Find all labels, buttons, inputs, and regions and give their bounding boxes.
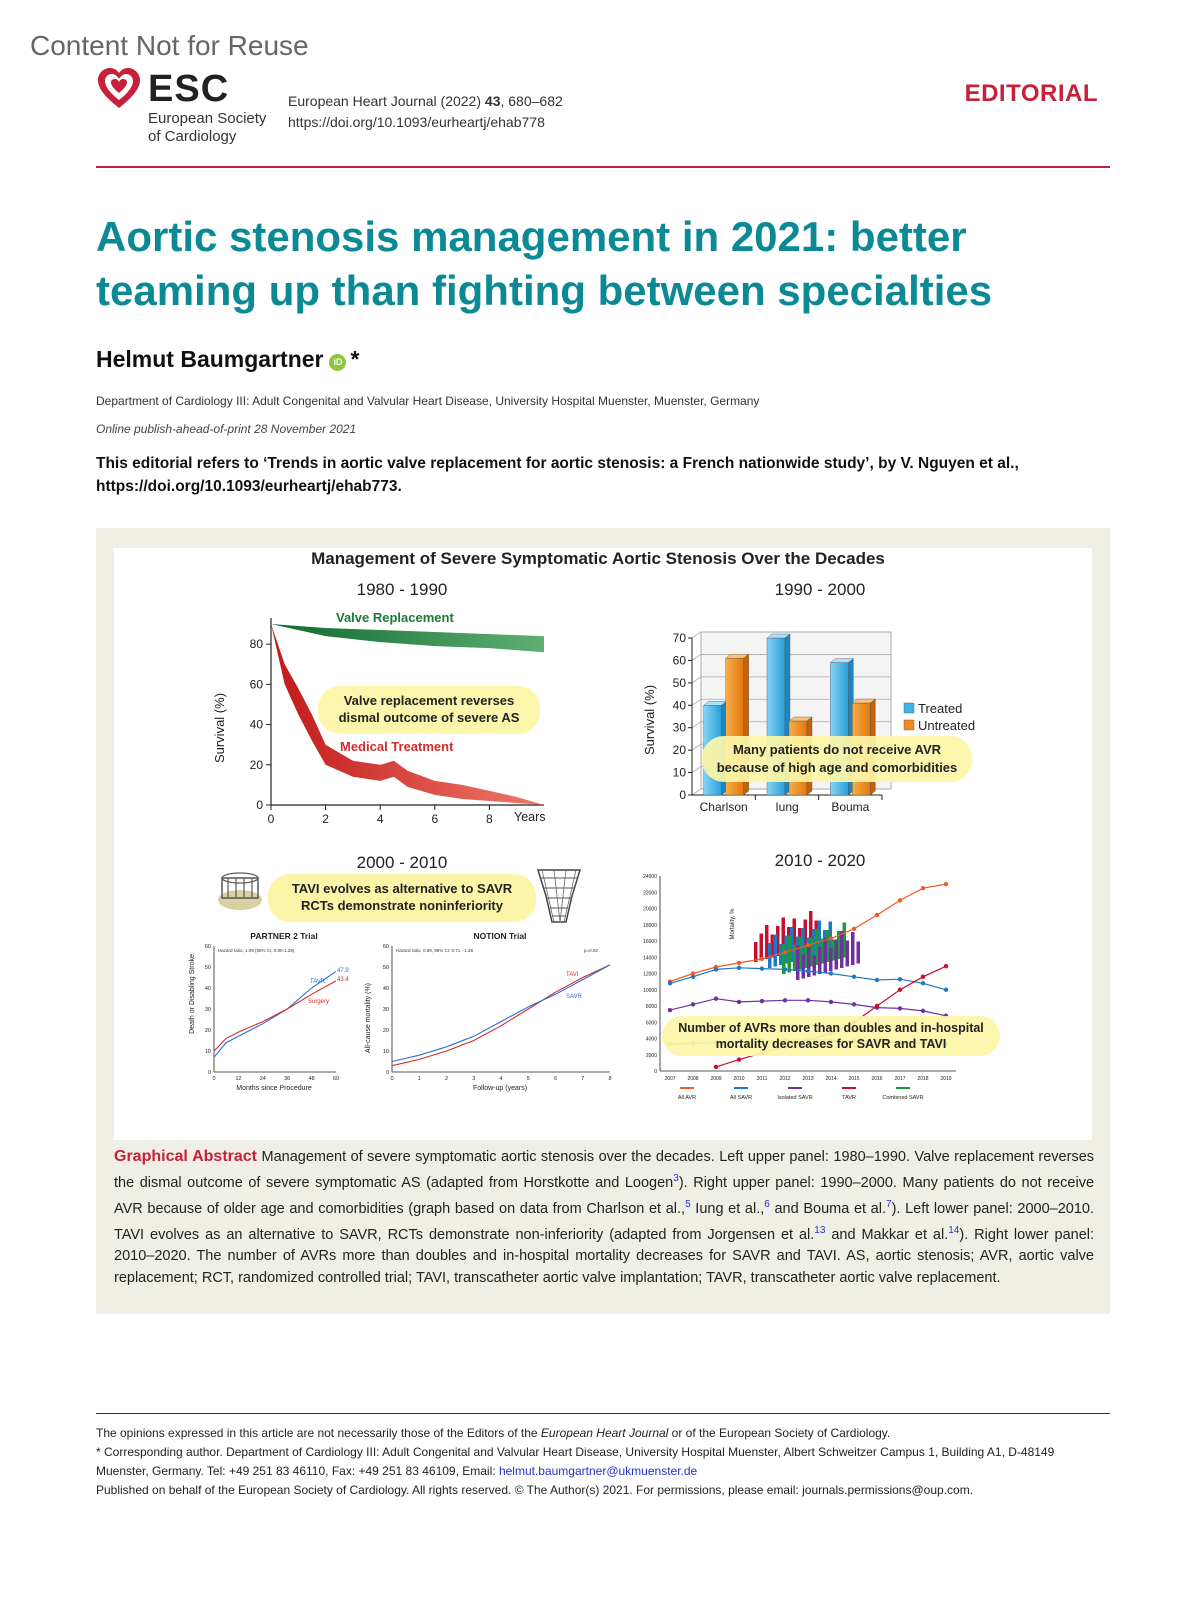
reference-link[interactable]: 14 (948, 1224, 960, 1236)
p2-y-tick-label: 10 (672, 765, 686, 780)
p1-callout-line1: Valve replacement reverses (343, 693, 515, 708)
p4-mortality-inset (730, 908, 860, 980)
p4-point-isolated-savr (806, 998, 810, 1002)
article-type-label: EDITORIAL (964, 80, 1098, 107)
p4-y-tick-label: 20000 (643, 906, 657, 913)
watermark-text: Content Not for Reuse (30, 30, 309, 61)
p4-y-tick-label: 16000 (643, 939, 657, 945)
p4-inset-bar (829, 948, 833, 971)
p3-right-p-value: p=0.93 (584, 948, 598, 953)
p3-left-hazard-ratio: Hazard ratio, 1.09 (95% CI, 0.90-1.29) (218, 948, 295, 953)
p3-left-y-label: Death or Disabling Stroke (189, 954, 196, 1034)
journal-citation (288, 93, 563, 109)
p4-y-tick-label: 18000 (643, 922, 657, 929)
figure-title: Management of Severe Symptomatic Aortic Stenosis Over the Decades (311, 549, 885, 568)
p4-point-all-avr (944, 882, 948, 886)
p4-point-all-savr (829, 971, 833, 975)
p4-y-tick-label: 22000 (643, 890, 657, 897)
p4-inset-bar (768, 943, 772, 968)
p2-y-tick-label: 40 (672, 698, 686, 713)
p4-inset-bar (754, 942, 758, 962)
p1-y-tick-label: 60 (249, 677, 263, 692)
reference-link[interactable]: 13 (814, 1224, 826, 1236)
journal-pages: , 680–682 (500, 93, 563, 109)
p4-legend-label: TAVR (842, 1095, 856, 1101)
p4-y-tick-label: 24000 (643, 874, 657, 880)
p4-legend-label: Isolated SAVR (777, 1095, 813, 1101)
p3-left-x-tick-label: 36 (284, 1076, 291, 1082)
p1-medical-treatment-label: Medical Treatment (340, 739, 454, 754)
reference-link[interactable]: 5 (685, 1198, 691, 1210)
caption-text-4: and Bouma et al. (769, 1200, 887, 1217)
orcid-icon[interactable]: iD (329, 354, 346, 371)
p1-y-axis-label: Survival (%) (212, 692, 227, 764)
p2-callout-line1: Many patients do not receive AVR (732, 742, 942, 757)
p1-x-tick-label: 4 (376, 812, 384, 826)
p4-point-tavr (875, 1004, 879, 1008)
p3-right-y-label: All-cause mortality (%) (365, 982, 372, 1054)
p2-legend-label: Treated (918, 701, 963, 716)
p4-point-tavr (714, 1065, 718, 1069)
p2-y-tick-label: 20 (672, 743, 686, 758)
graphical-abstract-figure (114, 548, 1092, 1140)
p4-point-all-avr (852, 927, 856, 931)
p4-point-all-savr (898, 977, 902, 981)
p1-y-tick-label: 0 (256, 798, 263, 812)
p4-inset-bar (851, 932, 855, 965)
p3-callout-line1: TAVI evolves as alternative to SAVR (291, 881, 513, 896)
p2-legend-swatch (904, 703, 914, 713)
p4-point-all-avr (806, 943, 810, 947)
caption-text-7: ). Right lower panel: 2010–2020. The number of AVRs more than doubles and in-hospital mortality decreases for SAVR and TAVI. AS, aortic stenosis; AVR, aortic valve replacement; RCT, randomized controlled trial; TAVI, transcatheter aortic valve implantation; TAVR, transcatheter aortic valve replacement. (114, 1226, 1095, 1287)
p3-left-y-tick-label: 40 (204, 986, 211, 992)
p1-x-tick-label: 2 (322, 812, 329, 826)
p1-x-tick-label: 8 (486, 812, 493, 826)
p4-inset-bar (788, 936, 792, 973)
p3-left-x-tick-label: 24 (259, 1076, 266, 1082)
p4-legend-label: Combined SAVR (882, 1095, 924, 1101)
panel3-title: 2000 - 2010 (356, 853, 448, 872)
caption-text-2: ). Right upper panel: 1990–2000. Many patients do not receive AVR because of older age and comorbidities (graph based on data from Charlson et al., (114, 1174, 1095, 1217)
p4-point-isolated-savr (852, 1002, 856, 1006)
caption-text-5: ). Left lower panel: 2000–2010. TAVI evolves as an alternative to SAVR, RCTs demonstrate non-inferiority (adapted from Jorgensen et al. (114, 1200, 1094, 1243)
p4-point-all-savr (760, 966, 764, 970)
p4-inset-bar (818, 947, 822, 974)
p3-right-title: NOTION Trial (473, 931, 527, 941)
p3-right-y-tick-label: 50 (382, 965, 389, 971)
journal-volume: 43 (484, 93, 501, 109)
p3-right-x-label: Follow-up (years) (472, 1085, 528, 1092)
p2-grid-diag (692, 677, 701, 683)
p4-point-all-avr (921, 886, 925, 890)
p2-grid-diag (692, 632, 701, 638)
p3-left-y-tick-label: 50 (204, 965, 211, 971)
p4-inset-bar (813, 956, 817, 976)
p3-left-x-tick-label: 60 (332, 1076, 340, 1082)
p4-point-isolated-savr (737, 1000, 741, 1004)
p3-left-y-tick-label: 20 (204, 1028, 211, 1034)
footer-disclaimer-text: The opinions expressed in this article are not necessarily those of the Editors of the (96, 1426, 541, 1440)
graphical-abstract-label: Graphical Abstract (114, 1148, 258, 1165)
p3-right-x-tick-label: 3 (472, 1076, 476, 1082)
p4-point-tavr (898, 988, 902, 992)
p4-point-isolated-savr (829, 1000, 833, 1004)
p3-left-y-tick-label: 30 (204, 1007, 211, 1013)
page-footer (96, 1424, 1110, 1500)
p2-grid-diag (692, 699, 701, 705)
footer-corresponding-author (96, 1443, 1110, 1481)
p3-left-x-tick-label: 0 (212, 1076, 216, 1082)
p2-x-tick-label: Charlson (699, 800, 748, 814)
header-divider (96, 166, 1110, 168)
p4-point-isolated-savr (714, 996, 718, 1000)
reference-link[interactable]: 7 (886, 1198, 892, 1210)
p4-inset-bar (846, 941, 850, 967)
p4-point-all-savr (691, 975, 695, 979)
p2-x-tick-label: Iung (775, 800, 799, 814)
p4-y-tick-label: 4000 (645, 1036, 657, 1043)
p3-right-y-tick-label: 10 (382, 1049, 389, 1055)
p4-point-tavr (944, 964, 948, 968)
p2-x-tick-label: Bouma (831, 800, 870, 814)
p3-right-x-tick-label: 7 (581, 1076, 585, 1082)
p4-y-tick-label: 14000 (643, 955, 657, 962)
p2-y-tick-label: 0 (679, 788, 686, 802)
p4-inset-bar (760, 934, 764, 961)
p1-valve-replacement-label: Valve Replacement (336, 610, 454, 625)
p4-point-tavr (921, 975, 925, 979)
p4-point-all-savr (852, 975, 856, 979)
p4-y-tick-label: 8000 (645, 1004, 657, 1010)
p4-point-all-avr (898, 898, 902, 902)
p2-grid-diag (692, 744, 701, 750)
p1-x-tick-label: 0 (267, 812, 275, 826)
p4-inset-bar (840, 931, 844, 968)
p4-point-all-avr (760, 957, 764, 961)
p1-x-unit: Years (514, 810, 546, 824)
author-affiliation: Department of Cardiology III: Adult Congenital and Valvular Heart Disease, University Hospital Muenster, Muenster, Germany (96, 394, 760, 408)
editorial-refers-note: This editorial refers to ‘Trends in aortic valve replacement for aortic stenosis: a French nationwide study’, by V. Nguyen et al., https://doi.org/10.1093/eurheartj/ehab773. (96, 455, 1019, 495)
p4-x-tick-label: 2013 (802, 1076, 814, 1082)
p2-y-tick-label: 30 (672, 720, 686, 735)
panel2-bar-chart (642, 631, 975, 814)
p2-legend-label: Untreated (918, 718, 976, 733)
p3-right-tavi-label: TAVI (566, 972, 579, 978)
p3-right-x-tick-label: 2 (444, 1076, 449, 1082)
p4-point-isolated-savr (668, 1008, 672, 1012)
panel2-title: 1990 - 2000 (774, 580, 866, 599)
panel4-avr-trends-chart (643, 874, 1000, 1101)
figure-svg (114, 548, 1092, 1140)
p2-legend-swatch (904, 720, 914, 730)
p4-x-tick-label: 2007 (664, 1076, 676, 1082)
p4-x-tick-label: 2015 (848, 1076, 860, 1082)
p4-point-isolated-savr (691, 1002, 695, 1006)
p4-inset-bar (824, 939, 828, 973)
reference-link[interactable]: 3 (673, 1173, 679, 1184)
p4-x-tick-label: 2010 (733, 1076, 745, 1082)
footer-divider (96, 1413, 1110, 1414)
p3-right-y-tick-label: 30 (382, 1007, 389, 1013)
p4-point-all-avr (783, 950, 787, 954)
p2-grid-diag (692, 722, 701, 728)
p3-left-surgery-end-value: 43.4 (337, 977, 349, 983)
p1-area-valve-replacement (271, 624, 544, 652)
p3-left-y-tick-label: 10 (204, 1049, 211, 1055)
p2-y-tick-label: 50 (672, 675, 686, 690)
p4-callout-line2: mortality decreases for SAVR and TAVI (715, 1037, 947, 1051)
p4-point-all-savr (921, 981, 925, 985)
p3-right-y-tick-label: 40 (382, 986, 389, 992)
p4-point-all-savr (714, 967, 718, 971)
p4-x-tick-label: 2009 (710, 1076, 722, 1082)
p4-y-tick-label: 6000 (645, 1020, 657, 1027)
p2-grid-diag (692, 789, 701, 795)
p3-left-tavr-end-value: 47.9 (337, 968, 349, 974)
p3-left-x-label: Months since Procedure (236, 1085, 312, 1092)
footer-address: * Corresponding author. Department of Cardiology III: Adult Congenital and Valvular Heart Disease, University Hospital Muenster, Albert Schweitzer Campus 1, Building A1, D-48149 Muenster, Germany. Tel: +49 251 83 46110, Fax: +49 251 83 46109, Email: (96, 1445, 1055, 1478)
p3-left-title: PARTNER 2 Trial (250, 931, 318, 941)
footer-disclaimer (96, 1424, 1110, 1443)
p4-x-tick-label: 2018 (917, 1076, 929, 1082)
p2-grid-diag (692, 654, 701, 660)
p4-inset-bar (857, 942, 861, 964)
p2-y-tick-label: 60 (672, 653, 686, 668)
p3-left-tavr-label: TAVR (310, 979, 326, 985)
p4-inset-bar (802, 955, 806, 979)
p3-left-x-tick-label: 12 (235, 1076, 242, 1082)
esc-heart-logo-icon (96, 66, 142, 112)
p3-right-x-tick-label: 4 (499, 1076, 503, 1082)
publish-date: Online publish-ahead-of-print 28 November 2021 (96, 422, 357, 436)
p4-inset-bar (835, 940, 839, 970)
corresponding-author-mark: * (350, 346, 360, 372)
p4-x-tick-label: 2011 (756, 1076, 768, 1082)
p3-right-x-tick-label: 8 (608, 1076, 612, 1082)
p2-grid-diag (692, 767, 701, 773)
author-email-link[interactable]: helmut.baumgartner@ukmuenster.de (498, 1464, 698, 1478)
p4-legend-label: All SAVR (729, 1095, 753, 1101)
p4-point-all-avr (737, 961, 741, 965)
p4-x-tick-label: 2017 (894, 1076, 906, 1082)
p4-point-isolated-savr (760, 999, 764, 1003)
p3-right-hazard-ratio: Hazard ratio, 0.99, 95% CI: 0.71 - 1.38 (396, 948, 474, 953)
panel1-title: 1980 - 1990 (356, 580, 448, 599)
p4-point-isolated-savr (898, 1006, 902, 1010)
p2-y-axis-label: Survival (%) (642, 684, 657, 756)
footer-journal-name: European Heart Journal (540, 1426, 669, 1440)
p3-right-y-tick-label: 20 (382, 1028, 389, 1034)
p4-point-tavr (737, 1057, 741, 1061)
p3-left-surgery-label: Surgery (308, 999, 330, 1005)
p4-point-all-savr (783, 967, 787, 971)
footer-copyright: Published on behalf of the European Society of Cardiology. All rights reserved. © The Author(s) 2021. For permissions, please email: journals.permissions@oup.com. (96, 1483, 974, 1497)
tavi-stent-image-icon (538, 870, 580, 922)
p1-callout-line2: dismal outcome of severe AS (338, 710, 520, 725)
tavi-valve-image-icon (218, 873, 262, 910)
graphical-abstract-caption (114, 1146, 1094, 1289)
p3-left-y-tick-label: 60 (204, 944, 211, 950)
caption-text-6: and Makkar et al. (825, 1226, 949, 1243)
p4-y-tick-label: 2000 (645, 1052, 657, 1059)
panel3-trial-charts (189, 870, 612, 1092)
p3-right-x-tick-label: 1 (417, 1076, 421, 1082)
p4-point-isolated-savr (783, 998, 787, 1002)
p3-left-y-tick-label: 0 (207, 1070, 211, 1076)
author-line (96, 346, 359, 373)
p4-y-tick-label: 12000 (643, 971, 657, 978)
esc-logo-wordmark: ESC (148, 68, 230, 110)
p4-x-tick-label: 2008 (687, 1076, 699, 1082)
p3-right-y-tick-label: 0 (385, 1070, 389, 1076)
p4-y-tick-label: 10000 (643, 987, 657, 994)
caption-text-1: Management of severe symptomatic aortic stenosis over the decades. Left upper panel: 1980–1990. Valve replacement reverses the dismal outcome of severe symptomatic AS (adapted from Horstkotte and Loogen (114, 1149, 1095, 1191)
article-title: Aortic stenosis management in 2021: better teaming up than fighting between specialties (96, 213, 993, 314)
p4-x-tick-label: 2016 (871, 1076, 883, 1082)
p3-right-line-tavi (392, 965, 610, 1066)
p4-point-all-savr (806, 969, 810, 973)
p4-point-all-savr (944, 988, 948, 992)
p4-inset-bar (796, 945, 800, 980)
p3-right-x-tick-label: 0 (390, 1076, 394, 1082)
p2-callout-line2: because of high age and comorbidities (716, 760, 958, 775)
caption-text-3: Iung et al., (690, 1200, 765, 1217)
journal-doi-link[interactable]: https://doi.org/10.1093/eurheartj/ehab778 (288, 114, 545, 130)
p4-point-all-savr (668, 981, 672, 985)
panel1-survival-chart (212, 610, 546, 826)
p3-right-x-tick-label: 6 (553, 1076, 558, 1082)
p4-inset-y-label: Mortality, % (730, 908, 736, 940)
p3-callout-line2: RCTs demonstrate noninferiority (300, 898, 504, 913)
p4-x-tick-label: 2014 (825, 1076, 837, 1082)
p4-y-tick-label: 0 (654, 1069, 657, 1075)
p4-point-all-savr (737, 966, 741, 970)
p4-callout-line1: Number of AVRs more than doubles and in-hospital (678, 1021, 984, 1035)
p1-x-tick-label: 6 (431, 812, 439, 826)
p4-inset-bar (765, 925, 769, 959)
p4-point-isolated-savr (921, 1009, 925, 1013)
p2-y-tick-label: 70 (672, 631, 686, 645)
reference-link[interactable]: 6 (764, 1198, 770, 1210)
p4-point-all-savr (875, 978, 879, 982)
esc-logo-subtitle-2: of Cardiology (148, 128, 237, 145)
p4-inset-bar (774, 935, 778, 967)
p3-left-x-tick-label: 48 (308, 1076, 315, 1082)
p4-point-all-avr (875, 913, 879, 917)
p1-y-tick-label: 20 (249, 757, 263, 772)
p4-point-all-avr (829, 936, 833, 940)
p3-right-savr-label: SAVR (566, 994, 582, 1000)
p4-legend-label: All AVR (677, 1095, 697, 1101)
p4-x-tick-label: 2012 (779, 1076, 791, 1082)
p3-right-line-savr (392, 965, 610, 1062)
journal-name: European Heart Journal (2022) (288, 93, 485, 109)
p3-right-x-tick-label: 5 (526, 1076, 530, 1082)
footer-disclaimer-text-end: or of the European Society of Cardiology. (668, 1426, 891, 1440)
esc-logo-subtitle-1: European Society (148, 110, 267, 127)
panel4-title: 2010 - 2020 (774, 851, 866, 870)
p3-right-y-tick-label: 60 (382, 944, 389, 950)
p1-y-tick-label: 80 (249, 637, 263, 652)
p4-x-tick-label: 2019 (940, 1076, 952, 1082)
p1-y-tick-label: 40 (249, 717, 263, 732)
author-name: Helmut Baumgartner (96, 346, 324, 372)
